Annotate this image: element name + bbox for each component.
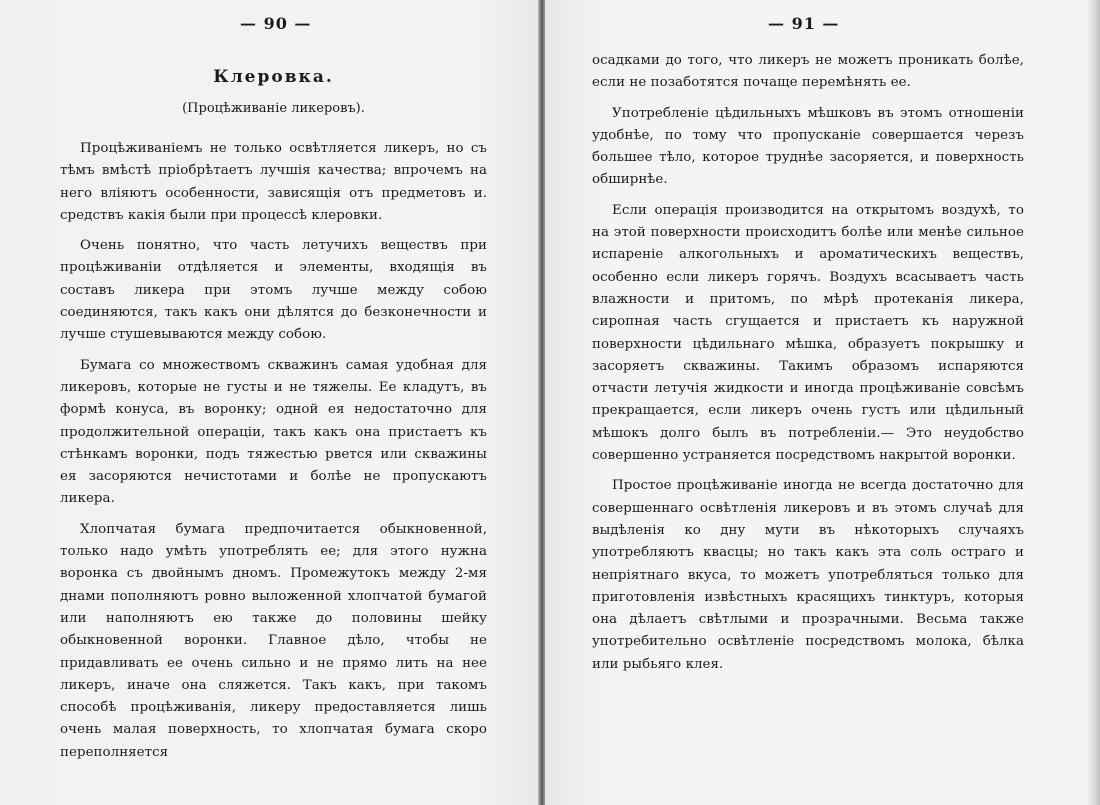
- left-text-block: [60, 62, 487, 772]
- paragraph: Очень понятно, что часть летучихъ веществъ при процѣживаніи отдѣляется и элементы, входящія въ составъ ликера при этомъ лучше между собою соединяются, такъ какъ они дѣлятся до безконечности и лучше стушевываются между собою.: [60, 238, 487, 343]
- chapter-subtitle: (Процѣживаніе ликеровъ).: [182, 101, 365, 116]
- right-page: [545, 0, 1100, 805]
- paragraph: Процѣживаніемъ не только освѣтляется ликеръ, но съ тѣмъ вмѣстѣ пріобрѣтаетъ лучшія качества; впрочемъ на него вліяютъ особенности, зависящія отъ предметовъ и. средствъ какія были при процессѣ клеровки.: [60, 141, 487, 223]
- chapter-title: Клеровка.: [213, 67, 334, 87]
- page-edge: [1086, 0, 1100, 805]
- left-page: [0, 0, 540, 805]
- paragraph: Употребленіе цѣдильныхъ мѣшковъ въ этомъ отношеніи удобнѣе, по тому что пропусканіе совершается черезъ большее тѣло, которое труднѣе засоряется, и поверхность обширнѣе.: [592, 105, 1024, 188]
- paragraph: осадками до того, что ликеръ не можетъ проникать болѣе, если не позаботятся почаще перемѣнять ее.: [592, 53, 1024, 91]
- paragraph: Бумага со множествомъ скважинъ самая удобная для ликеровъ, которые не густы и не тяжелы. Ее кладутъ, въ формѣ конуса, въ воронку; одной ея недостаточно для продолжительной операціи, такъ какъ она пристаетъ къ стѣнкамъ воронки, подъ тяжестью рвется или скважины ея засоряются нечистотами и болѣе не пропускаютъ ликера.: [60, 357, 487, 507]
- paragraph: Простое процѣживаніе иногда не всегда достаточно для совершеннаго освѣтленія ликеровъ и въ этомъ случаѣ для выдѣленія ко дну мути въ нѣкоторыхъ случаяхъ употребляютъ квасцы; но такъ какъ эта соль остраго и непріятнаго вкуса, то можетъ употребляться только для приготовленія извѣстныхъ красящихъ тинктуръ, которыя она дѣлаетъ свѣтлыми и прозрачными. Весьма также употребительно освѣтленіе посредствомъ молока, бѣлка или рыбьяго клея.: [592, 478, 1024, 672]
- paragraph: Если операція производится на открытомъ воздухѣ, то на этой поверхности происходитъ болѣе или менѣе сильное испареніе алкогольныхъ и ароматическихъ веществъ, особенно если ликеръ горячъ. Воздухъ всасываетъ часть влажности и притомъ, по мѣрѣ протеканія ликера, сиропная часть сгущается и пристаетъ къ наружной поверхности цѣдильнаго мѣшка, образуетъ покрышку и засоряетъ скважины. Такимъ образомъ испаряются отчасти летучія жидкости и иногда процѣживаніе совсѣмъ прекращается, если ликеръ очень густъ или цѣдильный мѣшокъ долго былъ въ потребленіи.— Это неудобство совершенно устраняется посредствомъ накрытой воронки.: [592, 202, 1024, 464]
- page-number-right: — 91 —: [768, 14, 840, 33]
- paragraph: Хлопчатая бумага предпочитается обыкновенной, только надо умѣть употреблять ее; для этого нужна воронка съ двойнымъ дномъ. Промежутокъ между 2-мя днами пополняютъ ровно выложенной хлопчатой бумагой или наполняютъ ею также до половины шейку обыкновенной воронки. Главное дѣло, чтобы не придавливать ее очень сильно и не прямо лить на нее ликеръ, иначе она сляжется. Такъ какъ, при такомъ способѣ процѣживанія, ликеру предоставляется лишь очень малая поверхность, то хлопчатая бумага скоро переполняется: [60, 521, 487, 760]
- right-text-block: [592, 50, 1024, 684]
- page-number-left: — 90 —: [240, 14, 312, 33]
